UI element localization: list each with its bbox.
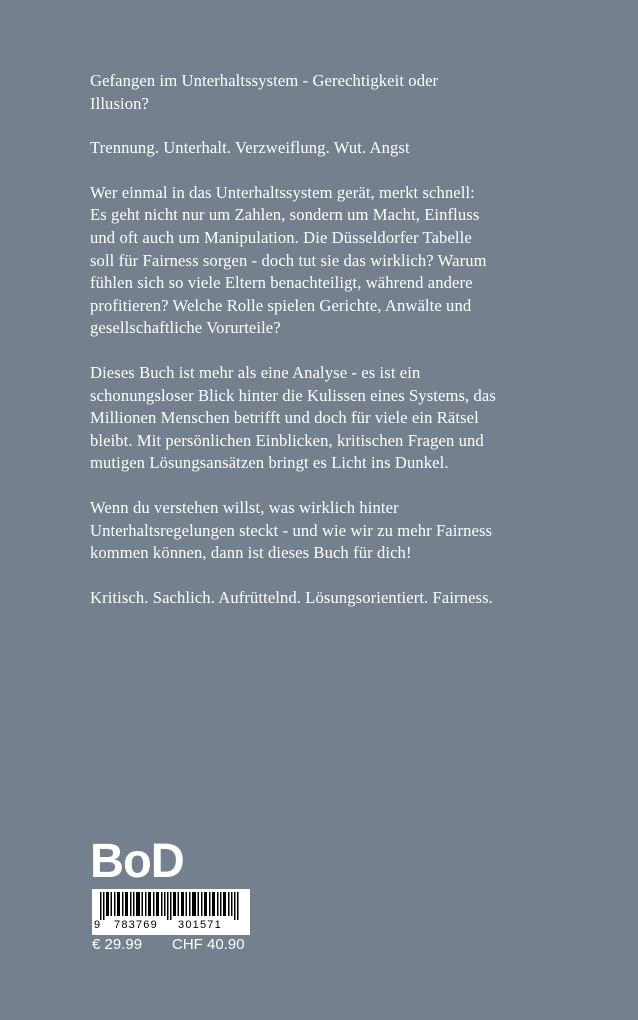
- barcode-bars: [100, 892, 242, 920]
- isbn-right-digits: 301571: [178, 919, 222, 931]
- blurb-paragraph-intro: Wer einmal in das Unterhaltssystem gerät, merkt schnell: Es geht nicht nur um Zahlen, sondern um Macht, Einfluss und oft auch um Manipulation. Die Düsseldorfer Tabelle soll für Fairness sorgen - doch tut sie das wirklich? Warum fühlen sich so viele Eltern benachteiligt, während andere profitieren? Welche Rolle spielen Gerichte, Anwälte und gesellschaftliche Vorurteile?: [90, 182, 487, 338]
- publisher-logo: [90, 835, 250, 888]
- blurb-keywords: Trennung. Unterhalt. Verzweiflung. Wut. Angst: [90, 138, 410, 158]
- isbn-lead-digit: 9: [94, 919, 101, 931]
- price-eur: € 29.99: [92, 936, 143, 953]
- blurb-paragraph-book: Dieses Buch ist mehr als eine Analyse - es ist ein schonungsloser Blick hinter die Kulissen eines Systems, das Millionen Menschen betrifft und doch für viele ein Rätsel bleibt. Mit persönlichen Einblicken, kritischen Fragen und mutigen Lösungsansätzen bringt es Licht ins Dunkel.: [90, 362, 496, 473]
- publisher-logo-text: BoD: [90, 835, 184, 888]
- blurb-tagline: Kritisch. Sachlich. Aufrüttelnd. Lösungsorientiert. Fairness.: [90, 587, 493, 607]
- blurb-paragraph-call: Wenn du verstehen willst, was wirklich hinter Unterhaltsregelungen steckt - und wie wir zu mehr Fairness kommen können, dann ist dieses Buch für dich!: [90, 497, 493, 563]
- price-chf: CHF 40.90: [172, 936, 245, 953]
- back-cover-text: [90, 70, 560, 631]
- isbn-left-digits: 783769: [114, 919, 158, 931]
- blurb-headline: Gefangen im Unterhaltssystem - Gerechtigkeit oder Illusion?: [90, 71, 439, 113]
- isbn-barcode: [92, 889, 250, 935]
